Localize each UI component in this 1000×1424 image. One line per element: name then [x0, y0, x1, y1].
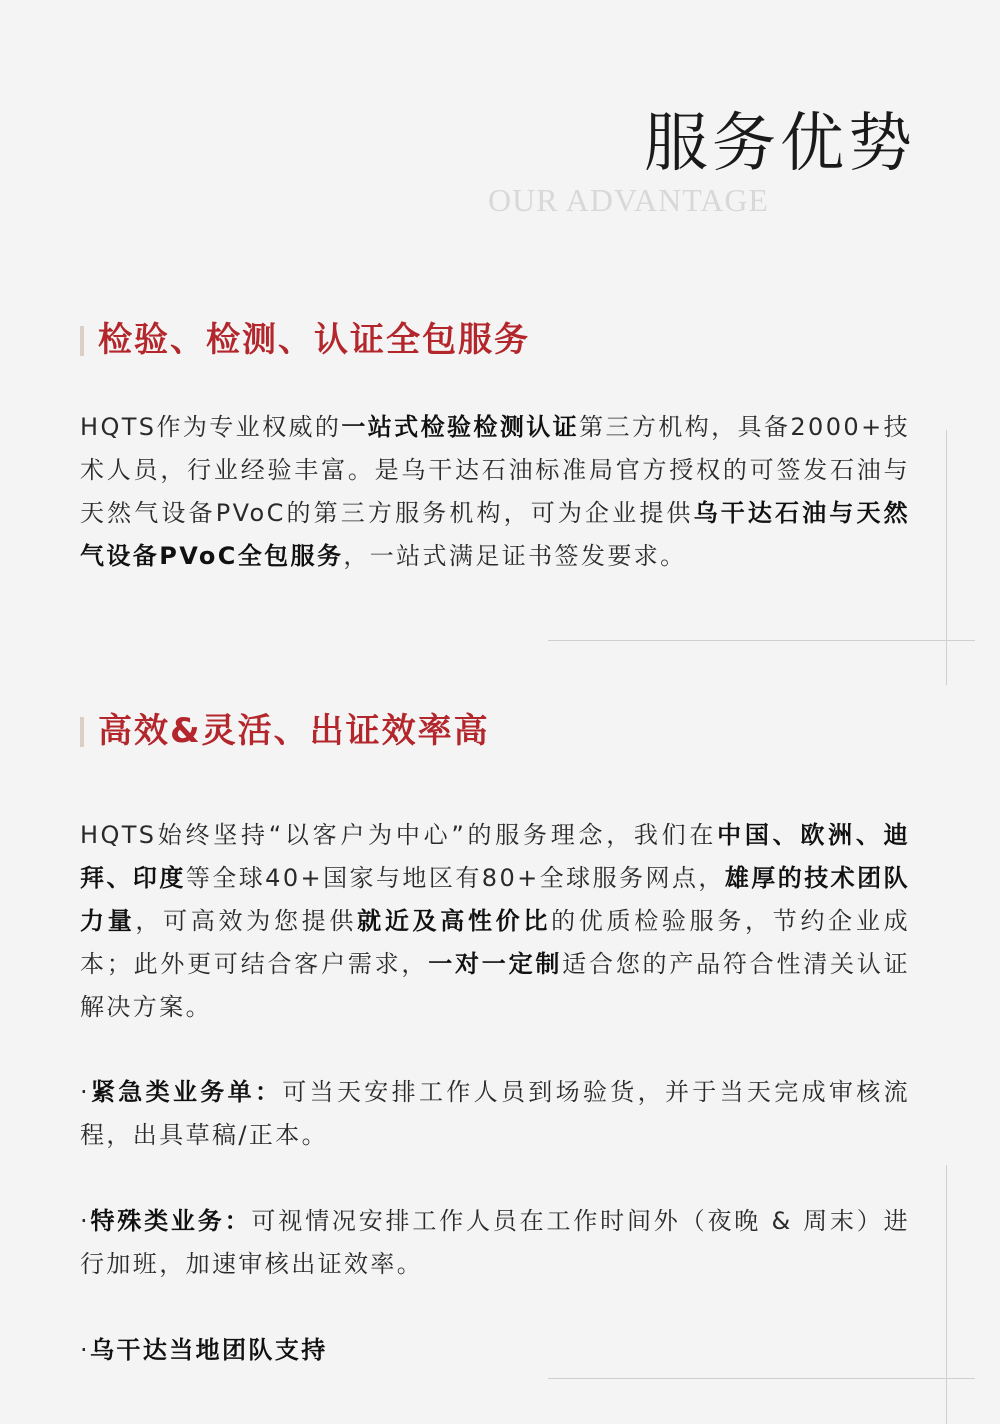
emphasis-text: 就近及高性价比	[357, 907, 552, 935]
bullet-local-team	[80, 1329, 910, 1372]
emphasis-text: 乌干达石油与天然气设备PVoC全包服务	[80, 499, 910, 570]
text-span: ，一站式满足证书签发要求。	[343, 542, 687, 570]
text-span: 适合您的产品符合性清关认证解决方案。	[80, 950, 911, 1021]
bullet-text: 可当天安排工作人员到场验货，并于当天完成审核流程，出具草稿/正本。	[80, 1078, 910, 1149]
section-heading-inspection: 检验、检测、认证全包服务	[80, 320, 530, 360]
bullet-dot: ·	[80, 1207, 91, 1235]
emphasis-text: 中国、欧洲、迪拜、印度	[80, 821, 910, 892]
decorative-vertical-line	[946, 430, 947, 685]
text-span: HQTS始终坚持“以客户为中心”的服务理念，我们在	[80, 821, 718, 849]
section-heading-efficiency: 高效&灵活、出证效率高	[80, 711, 490, 751]
bullet-label: 特殊类业务：	[90, 1207, 252, 1235]
decorative-horizontal-line	[548, 1378, 975, 1379]
page-subtitle: OUR ADVANTAGE	[488, 182, 769, 218]
page-title: 服务优势	[644, 107, 916, 181]
text-span: HQTS作为专业权威的	[80, 413, 342, 441]
bullet-label: 紧急类业务单：	[90, 1078, 283, 1106]
text-span: 等全球40+国家与地区有80+全球服务网点，	[185, 864, 725, 892]
bullet-text: 可视情况安排工作人员在工作时间外（夜晚 & 周末）进行加班，加速审核出证效率。	[80, 1207, 911, 1278]
decorative-horizontal-line	[548, 640, 975, 641]
bullet-dot: ·	[80, 1078, 91, 1106]
bullet-urgent-orders	[80, 1071, 910, 1157]
bullet-label: 乌干达当地团队支持	[90, 1336, 328, 1364]
emphasis-text: 雄厚的技术团队力量	[80, 864, 910, 935]
text-span: 第三方机构，具备2000+技术人员，行业经验丰富。是乌干达石油标准局官方授权的可签发石油与天然气设备PVoC的第三方服务机构，可为企业提供	[80, 413, 910, 527]
text-span: 的优质检验服务，节约企业成本；此外更可结合客户需求，	[80, 907, 910, 978]
decorative-vertical-line	[946, 1165, 947, 1424]
emphasis-text: 一站式检验检测认证	[341, 413, 580, 441]
bullet-dot: ·	[80, 1336, 91, 1364]
section-paragraph-efficiency	[80, 814, 910, 1029]
text-span: ，可高效为您提供	[135, 907, 358, 935]
section-paragraph-inspection	[80, 406, 910, 578]
emphasis-text: 一对一定制	[428, 950, 563, 978]
bullet-special-services	[80, 1200, 910, 1286]
